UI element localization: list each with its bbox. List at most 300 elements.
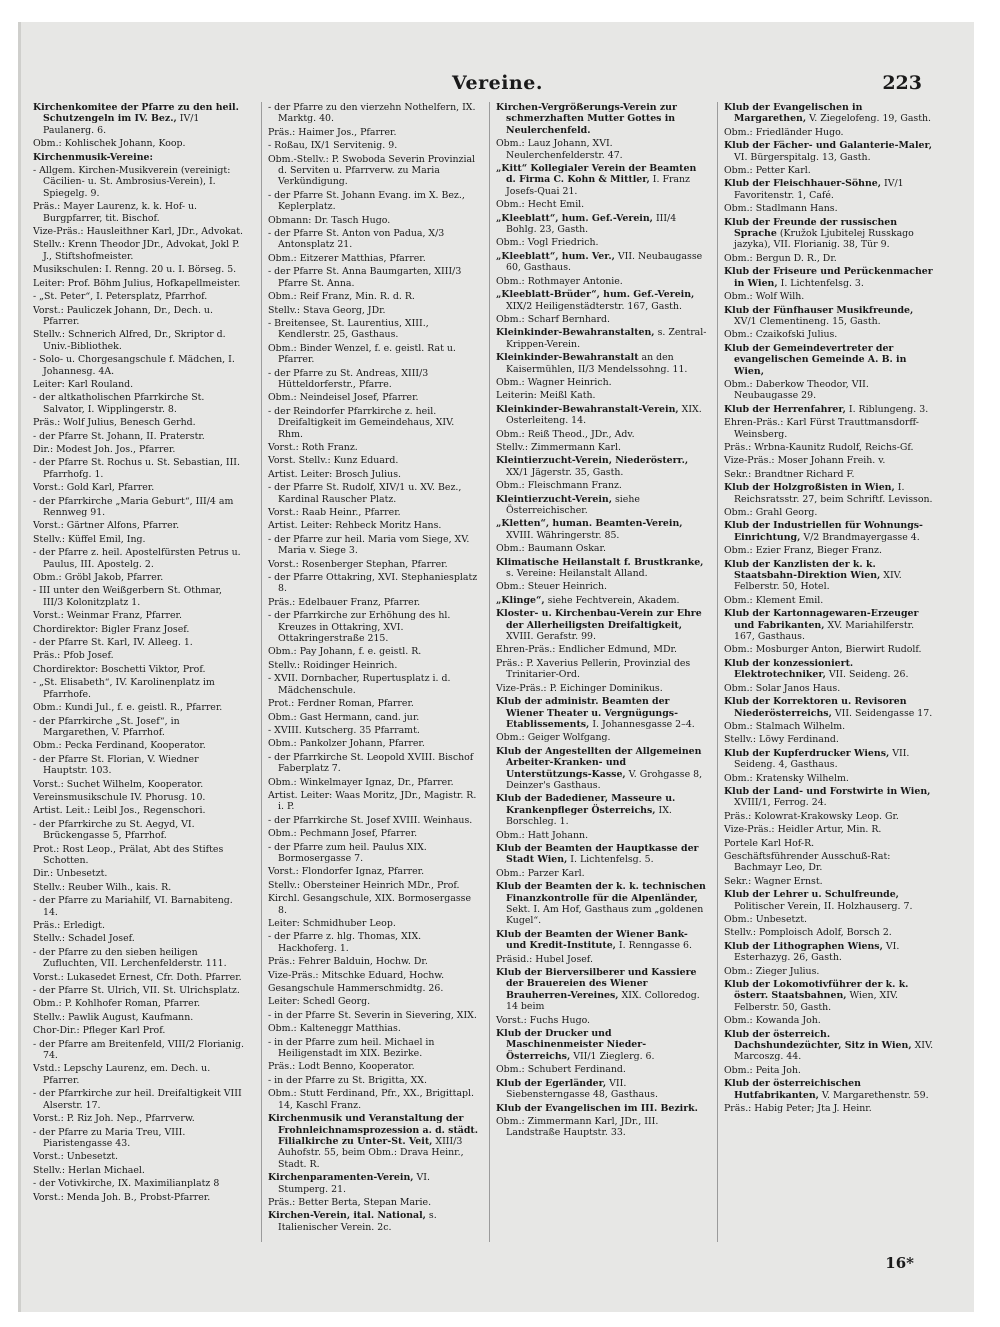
directory-entry <box>724 811 936 822</box>
entry-text: - der Votivkirche, IX. Maximilianplatz 8 <box>33 1178 220 1190</box>
entry-text: Stellv.: Krenn Theodor JDr., Advokat, Jokl P. J., Stiftshofmeister. <box>33 239 240 262</box>
entry-text: Obm.: Hecht Emil. <box>496 199 585 211</box>
directory-entry <box>724 889 936 912</box>
directory-entry <box>268 660 480 671</box>
directory-entry <box>268 970 480 981</box>
directory-entry <box>496 1116 708 1139</box>
directory-entry <box>268 482 480 505</box>
directory-entry <box>33 985 245 996</box>
directory-entry <box>33 572 245 583</box>
directory-entry <box>496 929 708 952</box>
entry-text: - der Pfarre zu Mariahilf, VI. Barnabiteng. 14. <box>33 895 233 918</box>
entry-heading: Klub der Fünfhauser Musikfreunde, <box>724 304 914 316</box>
entry-text: Kirchl. Gesangschule, XIX. Bormosergasse 8. <box>268 893 472 916</box>
directory-entry <box>724 545 936 556</box>
directory-entry <box>33 152 245 163</box>
entry-text: Vorst.: Weinmar Franz, Pfarrer. <box>33 610 182 622</box>
entry-heading: Kleinkinder-Bewahranstalt-Verein, <box>496 403 679 415</box>
directory-entry <box>724 1015 936 1026</box>
entry-text: I. Franz Josefs-Quai 21. <box>506 174 690 197</box>
document-page <box>18 22 974 1312</box>
directory-entry <box>268 154 480 188</box>
entry-text: XVIII. Gerafstr. 99. <box>506 631 596 643</box>
entry-text: VII/1 Zieglerg. 6. <box>573 1050 655 1062</box>
entry-text: Stellv.: Pomploisch Adolf, Borsch 2. <box>724 927 892 939</box>
directory-entry <box>496 732 708 743</box>
directory-entry <box>724 1078 936 1101</box>
entry-text: Vorst.: Raab Heinr., Pfarrer. <box>268 507 401 518</box>
directory-entry <box>496 390 708 401</box>
entry-text: Chordirektor: Boschetti Viktor, Prof. <box>33 663 206 675</box>
entry-text: Vorst.: Pauliczek Johann, Dr., Dech. u. Pfarrer. <box>33 304 213 327</box>
entry-heading: Klub der Land- und Forstwirte in Wien, <box>724 785 931 797</box>
directory-entry <box>33 278 245 289</box>
directory-entry <box>33 792 245 803</box>
directory-entry <box>496 967 708 1013</box>
directory-entry <box>33 1025 245 1036</box>
entry-heading: Kleinkinder-Bewahranstalten, <box>496 327 655 339</box>
directory-entry <box>33 805 245 816</box>
directory-entry <box>268 102 480 125</box>
directory-entry <box>33 379 245 390</box>
entry-text: - der Pfarre St. Anton von Padua, X/3 Antonsplatz 21. <box>268 228 445 251</box>
entry-text: Obm.: Geiger Wolfgang. <box>496 732 611 744</box>
directory-entry <box>33 1165 245 1176</box>
directory-entry <box>724 379 936 402</box>
directory-entry <box>268 520 480 531</box>
directory-entry <box>268 842 480 865</box>
directory-entry <box>33 754 245 777</box>
directory-entry <box>496 429 708 440</box>
directory-entry <box>33 610 245 621</box>
entry-text: Obm.: Neindeisel Josef, Pfarrer. <box>268 392 419 404</box>
entry-text: I. Reichsratsstr. 27, beim Schriftf. Levisson. <box>734 482 933 505</box>
directory-entry <box>33 520 245 531</box>
entry-heading: Klub der Badediener, Masseure u. Krankenpfleger Österreichs, <box>496 793 676 816</box>
entry-text: siehe Österreichischer. <box>506 493 640 516</box>
entry-text: Vorst.: Rosenberger Stephan, Pfarrer. <box>268 558 448 570</box>
entry-text: Präs.: Lodt Benno, Kooperator. <box>268 1061 415 1073</box>
entry-text: Präs.: P. Xaverius Pellerin, Provinzial des Trinitarier-Ord. <box>496 657 691 681</box>
directory-entry <box>268 1037 480 1060</box>
entry-text: Obm.: Ezier Franz, Bieger Franz. <box>724 545 882 557</box>
directory-entry <box>33 1039 245 1062</box>
entry-heading: „Kleeblatt-Brüder“, hum. Gef.-Verein, <box>496 289 695 301</box>
directory-entry <box>496 276 708 287</box>
entry-text: Stellv.: Reuber Wilh., kais. R. <box>33 881 172 893</box>
entry-text: Obm.: Eitzerer Matthias, Pfarrer. <box>268 252 426 264</box>
directory-entry <box>496 793 708 827</box>
directory-entry <box>268 291 480 302</box>
entry-text: Obm.: Stutt Ferdinand, Pfr., XX., Brigittapl. 14, Kaschl Franz. <box>268 1088 475 1111</box>
entry-heading: Klub der Beamten der Hauptkasse der Stadt Wien, <box>496 842 699 866</box>
entry-text: Vorst.: Roth Franz. <box>268 441 358 453</box>
entry-text: XVIII/1, Ferrog. 24. <box>734 797 827 809</box>
entry-heading: Klub der Beamten der k. k. technischen Finanzkontrolle für die Alpenländer, <box>496 881 706 904</box>
entry-text: Vize-Präs.: Heidler Artur, Min. R. <box>724 824 882 836</box>
entry-text: Sekr.: Brandtner Richard F. <box>724 468 855 480</box>
entry-text: Präs.: Erledigt. <box>33 920 105 931</box>
directory-entry <box>33 239 245 262</box>
page-title: Vereine. <box>452 72 543 94</box>
directory-entry <box>33 947 245 970</box>
directory-entry <box>724 696 936 719</box>
entry-text: Obm.: Parzer Karl. <box>496 867 585 879</box>
directory-entry <box>33 585 245 608</box>
entry-text: Ehren-Präs.: Karl Fürst Trauttmansdorff-Weinsberg. <box>724 417 919 440</box>
directory-entry <box>496 213 708 236</box>
entry-heading: Kirchenparamenten-Verein, <box>268 1172 414 1184</box>
entry-text: Musikschulen: I. Renng. 20 u. I. Börseg. 5. <box>33 264 237 276</box>
directory-entry <box>268 698 480 709</box>
entry-text: Stellv.: Herlan Michael. <box>33 1164 145 1176</box>
directory-entry <box>724 404 936 415</box>
entry-heading: Kirchenkomitee der Pfarre zu den heil. Schutzengeln im IV. Bez., <box>33 102 239 125</box>
entry-text: XV/1 Clementineng. 15, Gasth. <box>734 315 881 327</box>
directory-entry <box>724 305 936 328</box>
entry-text: Leiter: Schedl Georg. <box>268 996 371 1008</box>
entry-text: VI. Esterhazyg. 26, Gasth. <box>734 940 900 964</box>
directory-entry <box>268 725 480 736</box>
entry-text: V. Ziegelofeng. 19, Gasth. <box>809 113 932 125</box>
entry-text: - XVII. Dornbacher, Rupertusplatz i. d. Mädchenschule. <box>268 673 451 696</box>
directory-entry <box>496 696 708 730</box>
directory-entry <box>724 838 936 849</box>
directory-entry <box>33 624 245 635</box>
directory-entry <box>268 507 480 518</box>
directory-entry <box>724 644 936 655</box>
directory-entry <box>724 979 936 1013</box>
entry-text: IX. Borschleg. 1. <box>506 804 672 828</box>
entry-text: - der Pfarre zu Maria Treu, VIII. Piaristengasse 43. <box>33 1126 186 1149</box>
directory-entry <box>724 343 936 377</box>
directory-entry <box>724 559 936 593</box>
entry-text: XIII/3 Auhofstr. 55, beim Obm.: Drava Heinr., Stadt. R. <box>278 1135 464 1170</box>
entry-text: Präs.: Mayer Laurenz, k. k. Hof- u. Burgpfarrer, tit. Bischof. <box>33 201 198 224</box>
entry-text: - der Pfarrkirche „St. Josef“, in Margarethen, V. Pfarrhof. <box>33 715 180 738</box>
entry-heading: Klub der Drucker und Maschinenmeister Nieder-Österreichs, <box>496 1028 647 1062</box>
directory-entry <box>724 442 936 453</box>
entry-text: Stellv.: Stava Georg, JDr. <box>268 304 386 316</box>
directory-entry <box>268 215 480 226</box>
entry-text: Dir.: Unbesetzt. <box>33 868 108 880</box>
entry-text: - in der Pfarre zum heil. Michael in Heiligenstadt im XIX. Bezirke. <box>268 1036 435 1060</box>
entry-text: - der Pfarre St. Rudolf, XIV/1 u. XV. Bez., Kardinal Rauscher Platz. <box>268 482 462 505</box>
entry-heading: Klub der Kanzlisten der k. k. Staatsbahn-Direktion Wien, <box>724 558 881 582</box>
entry-text: Obm.: Czaikofski Julius. <box>724 329 838 341</box>
directory-entry <box>724 824 936 835</box>
directory-entry <box>268 1023 480 1034</box>
directory-entry <box>33 138 245 149</box>
entry-text: - „St. Peter“, I. Petersplatz, Pfarrhof. <box>33 291 208 303</box>
directory-entry <box>724 927 936 938</box>
directory-entry <box>496 327 708 350</box>
entry-text: Prot.: Rost Leop., Prälat, Abt des Stiftes Schotten. <box>33 843 224 866</box>
entry-heading: Klub der österreich. Dachshundezüchter, Sitz in Wien, <box>724 1028 912 1052</box>
directory-entry <box>724 520 936 543</box>
directory-entry <box>724 786 936 809</box>
directory-entry <box>496 1078 708 1101</box>
entry-text: VII. Neubaugasse 60, Gasthaus. <box>506 250 703 274</box>
directory-entry <box>33 354 245 377</box>
directory-entry <box>33 1192 245 1203</box>
directory-entry <box>33 716 245 739</box>
entry-text: Sekr.: Wagner Ernst. <box>724 875 823 887</box>
entry-text: Obm.: Kalteneggr Matthias. <box>268 1023 401 1035</box>
entry-text: VII. Seideng. 4, Gasthaus. <box>734 747 910 771</box>
directory-entry <box>33 664 245 675</box>
entry-heading: „Kleeblatt“, hum. Gef.-Verein, <box>496 212 653 224</box>
directory-entry <box>268 1088 480 1111</box>
entry-heading: Klub der Bierversilberer und Kassiere der Brauereien des Wiener Brauherren-Vereines, <box>496 967 697 1001</box>
entry-text: - Solo- u. Chorgesangschule f. Mädchen, I. Johannesg. 4A. <box>33 354 235 377</box>
directory-entry <box>268 866 480 877</box>
entry-text: Artist. Leiter: Waas Moritz, JDr., Magistr. R. i. P. <box>268 789 477 813</box>
directory-entry <box>724 507 936 518</box>
entry-text: Artist. Leit.: Leibl Jos., Regenschori. <box>33 805 206 817</box>
entry-text: s. Vereine: Heilanstalt Alland. <box>506 568 648 580</box>
entry-text: - der altkatholischen Pfarrkirche St. Salvator, I. Wipplingerstr. 8. <box>33 392 205 415</box>
directory-entry <box>724 455 936 466</box>
directory-entry <box>268 673 480 696</box>
directory-entry <box>268 305 480 316</box>
entry-text: Präs.: Pfob Josef. <box>33 650 114 662</box>
entry-text: Stellv.: Schnerich Alfred, Dr., Skriptor d. Univ.-Bibliothek. <box>33 329 226 352</box>
directory-entry <box>268 266 480 289</box>
entry-text: Vorst.: Suchet Wilhelm, Kooperator. <box>33 778 204 790</box>
page-header <box>21 72 974 98</box>
entry-text: Obm.: Scharf Bernhard. <box>496 313 610 325</box>
directory-entry <box>724 1065 936 1076</box>
entry-text: I. Johannesgasse 2–4. <box>592 718 695 730</box>
entry-text: Vize-Präs.: Mitschke Eduard, Hochw. <box>268 969 445 981</box>
directory-entry <box>724 734 936 745</box>
entry-text: Obm.: Petter Karl. <box>724 165 811 177</box>
directory-entry <box>33 702 245 713</box>
directory-entry <box>33 882 245 893</box>
directory-entry <box>724 165 936 176</box>
directory-entry <box>724 966 936 977</box>
entry-text: Obm.-Stellv.: P. Swoboda Severin Provinzial d. Serviten u. Pfarrverw. zu Maria Verkündigung. <box>268 153 476 188</box>
directory-entry <box>496 1064 708 1075</box>
entry-text: Vorst.: Gold Karl, Pfarrer. <box>33 482 155 494</box>
text-column-1 <box>33 102 245 1242</box>
entry-text: Obm.: Unbesetzt. <box>724 914 807 925</box>
directory-entry <box>496 557 708 580</box>
entry-heading: Klimatische Heilanstalt f. Brustkranke, <box>496 556 704 568</box>
entry-text: VII. Seidengasse 17. <box>834 707 933 719</box>
directory-entry <box>33 972 245 983</box>
entry-text: Vorst.: Lukasedet Ernest, Cfr. Doth. Pfarrer. <box>33 971 242 983</box>
entry-text: Leiter: Schmidhuber Leop. <box>268 918 396 929</box>
directory-entry <box>33 417 245 428</box>
entry-text: - der Pfarre Ottakring, XVI. Stephaniesplatz 8. <box>268 572 478 595</box>
entry-text: Vize-Präs.: Hausleithner Karl, JDr., Advokat. <box>33 226 244 238</box>
entry-text: Obm.: Mosburger Anton, Bierwirt Rudolf. <box>724 644 922 656</box>
entry-text: Präs.: Fehrer Balduin, Hochw. Dr. <box>268 956 428 968</box>
entry-text: - III unter den Weißgerbern St. Othmar, III/3 Kolonitzplatz 1. <box>33 585 222 608</box>
directory-entry <box>268 931 480 954</box>
entry-text: Leiter: Prof. Böhm Julius, Hofkapellmeister. <box>33 277 241 289</box>
entry-text: Obm.: Peita Joh. <box>724 1064 801 1076</box>
directory-entry <box>33 933 245 944</box>
entry-text: Obm.: Kundi Jul., f. e. geistl. R., Pfarrer. <box>33 702 223 714</box>
entry-text: Portele Karl Hof-R. <box>724 837 815 849</box>
directory-entry <box>268 442 480 453</box>
directory-entry <box>268 752 480 775</box>
entry-text: Obm.: Bergun D. R., Dr. <box>724 252 837 264</box>
directory-entry <box>496 138 708 161</box>
directory-entry <box>33 392 245 415</box>
entry-text: Obm.: Solar Janos Haus. <box>724 682 841 694</box>
directory-entry <box>33 868 245 879</box>
directory-entry <box>268 1075 480 1086</box>
directory-entry <box>268 956 480 967</box>
entry-heading: Klub der Freunde der russischen Sprache <box>724 216 898 240</box>
directory-entry <box>268 534 480 557</box>
directory-entry <box>496 199 708 210</box>
directory-entry <box>496 843 708 866</box>
entry-text: - der Pfarre St. Anna Baumgarten, XIII/3 Pfarre St. Anna. <box>268 266 462 289</box>
entry-text: Leiterin: Meißl Kath. <box>496 390 596 402</box>
entry-heading: Klub der Fächer- und Galanterie-Maler, <box>724 140 933 152</box>
entry-text: I. Lichtenfelsg. 5. <box>570 854 654 866</box>
entry-text: I. Renngasse 6. <box>618 940 692 952</box>
entry-text: - der Pfarre zum heil. Paulus XIX. Bormosergasse 7. <box>268 841 427 864</box>
entry-text: Vorst.: Flondorfer Ignaz, Pfarrer. <box>268 866 425 878</box>
directory-entry <box>268 469 480 480</box>
entry-text: - der Pfarrkirche zur heil. Dreifaltigkeit VIII Alserstr. 17. <box>33 1088 242 1111</box>
entry-text: Stellv.: Obersteiner Heinrich MDr., Prof. <box>268 879 460 891</box>
entry-text: - der Pfarrkirche zur Erhöhung des hl. Kreuzes in Ottakring, XVI. Ottakringerstraße 215. <box>268 610 451 645</box>
entry-text: Präs.: Wrbna-Kaunitz Rudolf, Reichs-Gf. <box>724 441 914 453</box>
entry-text: - der Pfarre zu St. Andreas, XIII/3 Hütteldorferstr., Pfarre. <box>268 367 429 390</box>
directory-entry <box>724 417 936 440</box>
entry-text: Obm.: Gast Hermann, cand. jur. <box>268 711 420 723</box>
entry-heading: Klub der österreichischen Hutfabrikanten, <box>724 1078 861 1101</box>
entry-text: Stellv.: Pawlik August, Kaufmann. <box>33 1011 194 1023</box>
text-column-2 <box>261 102 480 1242</box>
directory-entry <box>268 228 480 251</box>
directory-entry <box>268 1197 480 1208</box>
entry-text: Präs.: Wolf Julius, Benesch Gerhd. <box>33 417 196 429</box>
entry-text: - der Pfarre St. Rochus u. St. Sebastian, III. Pfarrhofg. 1. <box>33 457 240 480</box>
entry-text: Obm.: Kohlischek Johann, Koop. <box>33 138 186 150</box>
entry-text: Obm.: Pechmann Josef, Pfarrer. <box>268 828 418 840</box>
entry-text: VII. Siebensterngasse 48, Gasthaus. <box>506 1077 658 1101</box>
directory-entry <box>33 1151 245 1162</box>
directory-entry <box>268 893 480 916</box>
directory-entry <box>33 291 245 302</box>
directory-entry <box>33 482 245 493</box>
entry-text: Präs.: Haimer Jos., Pfarrer. <box>268 126 397 138</box>
entry-text: IV/1 Paulanerg. 6. <box>43 113 200 136</box>
entry-text: Obm.: Kratensky Wilhelm. <box>724 772 849 784</box>
entry-text: Vorst.: Unbesetzt. <box>33 1151 119 1163</box>
directory-entry <box>724 203 936 214</box>
directory-entry <box>496 595 708 606</box>
directory-entry <box>268 140 480 151</box>
entry-text: VI. Bürgerspitalg. 13, Gasth. <box>734 151 871 163</box>
entry-text: Obm.: Rothmayer Antonie. <box>496 275 623 287</box>
entry-text: - der Pfarrkirche zu St. Aegyd, VI. Brückengasse 5, Pfarrhof. <box>33 818 195 842</box>
directory-entry <box>496 442 708 453</box>
entry-heading: Klub der Evangelischen in Margarethen, <box>724 102 863 125</box>
directory-entry <box>496 881 708 927</box>
entry-text: Artist. Leiter: Brosch Julius. <box>268 468 401 480</box>
directory-entry <box>268 406 480 440</box>
directory-entry <box>33 201 245 224</box>
entry-heading: Klub der Beamten der Wiener Bank- und Kredit-Institute, <box>496 928 688 952</box>
entry-text: Stellv.: Küffel Emil, Ing. <box>33 533 146 545</box>
directory-entry <box>33 226 245 237</box>
directory-entry <box>33 1088 245 1111</box>
directory-entry <box>33 740 245 751</box>
entry-heading: Klub der Lehrer u. Schulfreunde, <box>724 889 899 901</box>
entry-text: VII. Seideng. 26. <box>828 669 909 681</box>
directory-entry <box>33 165 245 199</box>
directory-entry <box>268 190 480 213</box>
entry-text: - der Pfarre St. Karl, IV. Alleeg. 1. <box>33 637 193 649</box>
directory-entry <box>724 608 936 642</box>
entry-text: Präsid.: Hubel Josef. <box>496 953 593 965</box>
directory-entry <box>268 777 480 788</box>
entry-text: Obm.: Reif Franz, Min. R. d. R. <box>268 291 415 303</box>
entry-text: V. Grohgasse 8, Deinzer's Gasthaus. <box>506 768 703 791</box>
directory-entry <box>496 314 708 325</box>
entry-text: - der Pfarre z. heil. Apostelfürsten Petrus u. Paulus, III. Apostelg. 2. <box>33 547 241 570</box>
directory-entry <box>724 329 936 340</box>
directory-entry <box>724 683 936 694</box>
directory-entry <box>268 559 480 570</box>
entry-text: I. Lichtenfelsg. 3. <box>780 277 864 289</box>
entry-text: - der Pfarre zur heil. Maria vom Siege, XV. Maria v. Siege 3. <box>268 533 470 557</box>
entry-heading: Klub der konzessioniert. Elektrotechniker, <box>724 657 854 681</box>
entry-text: - der Pfarrkirche St. Josef XVIII. Weinhaus. <box>268 814 473 826</box>
directory-entry <box>724 658 936 681</box>
directory-entry <box>268 318 480 341</box>
entry-text: Vorst.: Fuchs Hugo. <box>496 1014 591 1026</box>
directory-entry <box>268 646 480 657</box>
entry-heading: Kirchenmusik-Vereine: <box>33 151 153 163</box>
directory-entry <box>268 738 480 749</box>
directory-entry <box>496 954 708 965</box>
directory-entry <box>496 683 708 694</box>
entry-text: siehe Fechtverein, Akadem. <box>547 594 680 606</box>
entry-heading: Klub der Korrektoren u. Revisoren Niederösterreichs, <box>724 696 907 719</box>
entry-heading: „Kletten“, human. Beamten-Verein, <box>496 518 683 530</box>
entry-text: Obm.: Stadlmann Hans. <box>724 203 838 215</box>
entry-text: (Kružok Ljubitelej Russkago jazyka), VII. Florianig. 38, Tür 9. <box>734 228 914 251</box>
entry-text: Geschäftsführender Ausschuß-Rat: Bachmayr Leo, Dr. <box>724 850 891 874</box>
entry-heading: „Kleeblatt“, hum. Ver., <box>496 250 615 262</box>
entry-text: Stellv.: Schadel Josef. <box>33 933 135 945</box>
directory-entry <box>268 368 480 391</box>
entry-text: Obm.: Gröbl Jakob, Pfarrer. <box>33 572 164 584</box>
entry-heading: „Klinge“, <box>496 594 545 606</box>
directory-entry <box>268 343 480 366</box>
directory-entry <box>724 1103 936 1114</box>
entry-text: Vorst.: Gärtner Alfons, Pfarrer. <box>33 520 180 532</box>
text-column-3 <box>489 102 708 1242</box>
directory-entry <box>496 289 708 312</box>
entry-text: - Roßau, IX/1 Servitenig. 9. <box>268 140 398 152</box>
entry-text: - der Pfarre am Breitenfeld, VIII/2 Florianig. 74. <box>33 1038 244 1062</box>
directory-entry <box>496 746 708 792</box>
entry-text: XX/1 Jägerstr. 35, Gasth. <box>506 466 624 478</box>
entry-text: Stellv.: Löwy Ferdinand. <box>724 734 839 746</box>
entry-text: Vorst. Stellv.: Kunz Eduard. <box>268 455 399 467</box>
